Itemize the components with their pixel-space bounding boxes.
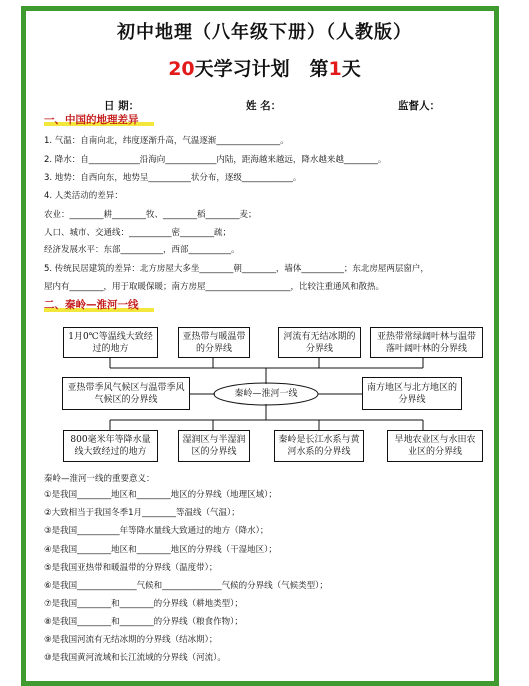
significance-heading: 秦岭—淮河一线的重要意义： xyxy=(44,474,155,484)
feature-box-bottom-4: 旱地农业区与水田农业区的分界线 xyxy=(387,430,483,462)
feature-box-top-2: 亚热带与暖温带的分界线 xyxy=(178,327,250,358)
feature-box-top-3: 河流有无结冰期的分界线 xyxy=(278,327,361,358)
significance-item: ①是我国________地区和________地区的分界线（地理区域）； xyxy=(44,490,277,500)
question-line: 经济发展水平：东部__________，西部__________。 xyxy=(44,245,240,255)
section-heading-2: 二、秦岭—淮河一线 xyxy=(44,299,139,311)
question-line: 3. 地势：自西向东，地势呈__________状分布，逐级____________。 xyxy=(44,173,302,183)
significance-item: ⑤是我国亚热带和暖温带的分界线（温度带）； xyxy=(44,563,218,573)
supervisor-label: 监督人： xyxy=(398,100,440,112)
feature-box-right: 南方地区与北方地区的分界线 xyxy=(362,377,462,410)
significance-item: ④是我国________地区和________地区的分界线（干湿地区）； xyxy=(44,545,277,555)
question-line: 4. 人类活动的差异： xyxy=(44,191,123,201)
day-suffix: 天 xyxy=(341,58,361,80)
question-line: 屋内有________，用于取暖保暖；南方房屋____________________，比较注重通风和散热。 xyxy=(44,282,385,292)
date-label: 日 期： xyxy=(104,100,140,112)
significance-item: ⑧是我国________和________的分界线（粮食作物）； xyxy=(44,617,243,627)
section-heading-1: 一、中国的地理差异 xyxy=(44,114,139,126)
feature-box-top-4: 亚热带常绿阔叶林与温带落叶阔叶林的分界线 xyxy=(370,327,483,358)
feature-box-bottom-1: 800毫米年等降水量线大致经过的地方 xyxy=(63,430,158,462)
question-line: 人口、城市、交通线：__________密________疏； xyxy=(44,228,232,238)
question-line: 农业：________耕________牧、________稻________麦； xyxy=(44,210,257,220)
page-title: 初中地理（八年级下册）（人教版） xyxy=(117,22,412,43)
significance-item: ②大致相当于我国冬季1月________等温线（气温）； xyxy=(44,508,240,518)
feature-box-bottom-2: 湿润区与半湿润区的分界线 xyxy=(178,430,250,462)
significance-item: ⑨是我国河流有无结冰期的分界线（结冰期）； xyxy=(44,635,218,645)
plan-days: 20 xyxy=(168,58,195,80)
day-number: 1 xyxy=(328,58,342,80)
question-line: 1. 气温：自南向北，纬度逐渐升高，气温逐渐_______________。 xyxy=(44,136,289,146)
plan-label: 天学习计划 xyxy=(194,58,290,80)
significance-item: ③是我国__________年等降水量线大致通过的地方（降水）； xyxy=(44,526,269,536)
feature-box-left: 亚热带季风气候区与温带季风气候区的分界线 xyxy=(62,377,190,410)
significance-item: ⑥是我国______________气候和______________气候的分界线（气候类型）； xyxy=(44,581,328,591)
center-label: 秦岭—淮河一线 xyxy=(234,389,298,399)
question-line: 2. 降水：自____________沿海向____________内陆，距海越来越远，降水越来越________。 xyxy=(44,155,387,165)
name-label: 姓 名： xyxy=(246,100,282,112)
feature-box-top-1: 1月0℃等温线大致经过的地方 xyxy=(63,327,158,358)
significance-item: ⑩是我国黄河流域和长江流域的分界线（河流）。 xyxy=(44,653,226,663)
day-prefix: 第 xyxy=(309,58,329,80)
feature-box-bottom-3: 秦岭是长江水系与黄河水系的分界线 xyxy=(274,430,364,462)
question-line: 5. 传统民居建筑的差异：北方房屋大多坐________朝________，墙体__________；东北房屋两层窗户， xyxy=(44,264,429,274)
significance-item: ⑦是我国________和________的分界线（耕地类型）； xyxy=(44,599,243,609)
